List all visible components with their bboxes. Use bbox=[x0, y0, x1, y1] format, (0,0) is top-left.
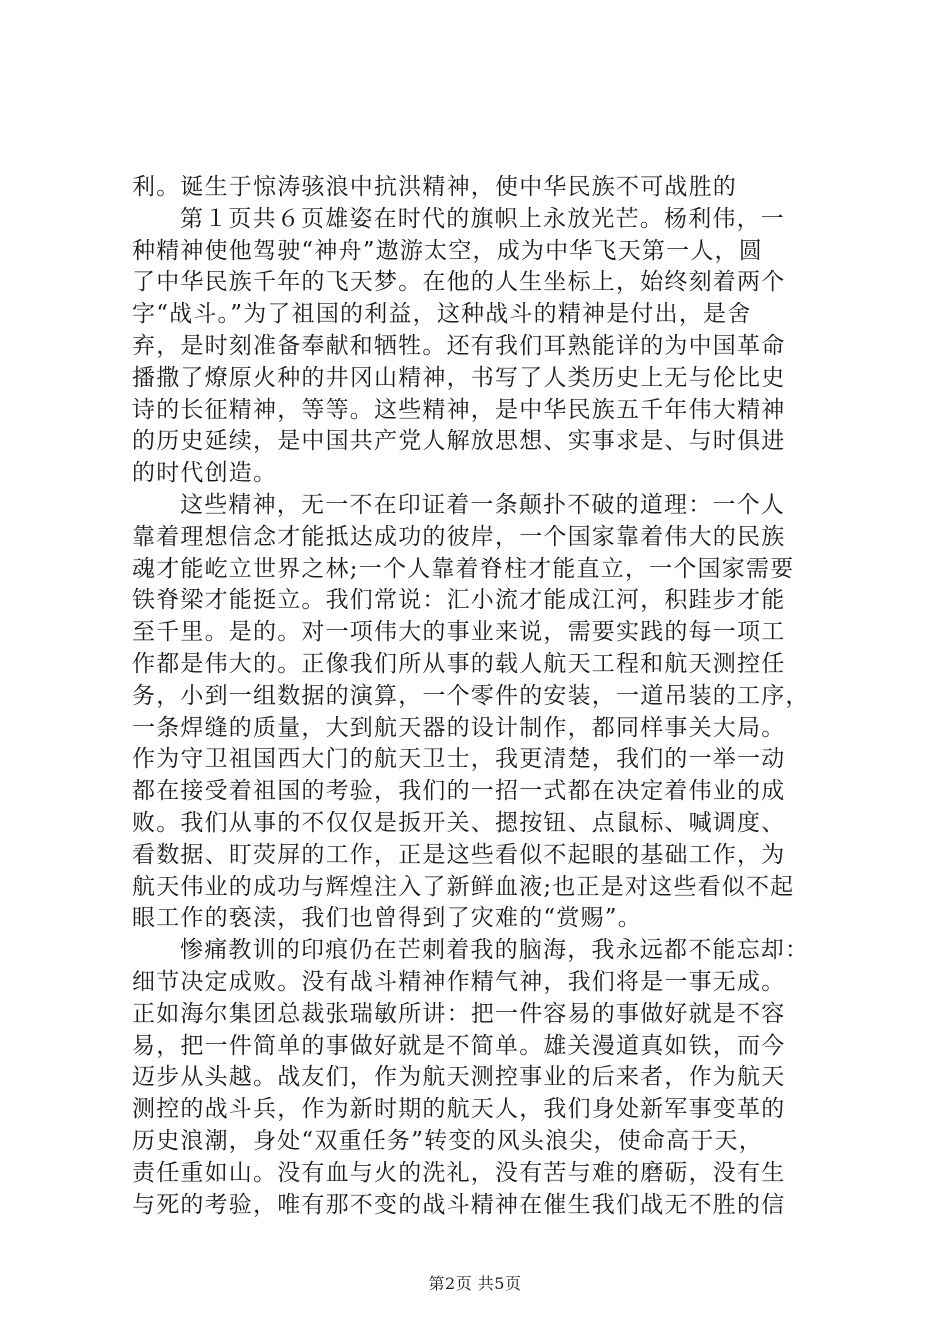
text-line: 这些精神，无一不在印证着一条颠扑不破的道理：一个人 bbox=[180, 491, 785, 518]
text-line: 看数据、盯荧屏的工作，正是这些看似不起眼的基础工作，为 bbox=[132, 841, 786, 868]
text-line: 眼工作的亵渎，我们也曾得到了灾难的“赏赐”。 bbox=[132, 905, 642, 932]
text-line: 责任重如山。没有血与火的洗礼，没有苦与难的磨砺，没有生 bbox=[132, 1159, 786, 1186]
document-body bbox=[132, 172, 832, 1221]
text-line: 弃，是时刻准备奉献和牺牲。还有我们耳熟能详的为中国革命 bbox=[132, 332, 786, 359]
text-line: 都在接受着祖国的考验，我们的一招一式都在决定着伟业的成 bbox=[132, 778, 786, 805]
text-line: 惨痛教训的印痕仍在芒刺着我的脑海，我永远都不能忘却： bbox=[180, 937, 810, 964]
text-line: 诗的长征精神，等等。这些精神，是中华民族五千年伟大精神 bbox=[132, 396, 786, 423]
text-line: 至千里。是的。对一项伟大的事业来说，需要实践的每一项工 bbox=[132, 619, 786, 646]
text-line: 播撒了燎原火种的井冈山精神，书写了人类历史上无与伦比史 bbox=[132, 364, 786, 391]
text-line: 字“战斗。”为了祖国的利益，这种战斗的精神是付出，是舍 bbox=[132, 301, 752, 328]
text-line: 败。我们从事的不仅仅是扳开关、摁按钮、点鼠标、喊调度、 bbox=[132, 809, 786, 836]
text-line: 务，小到一组数据的演算，一个零件的安装，一道吊装的工序， bbox=[132, 682, 810, 709]
text-line: 与死的考验，唯有那不变的战斗精神在催生我们战无不胜的信 bbox=[132, 1191, 786, 1218]
text-line: 的历史延续，是中国共产党人解放思想、实事求是、与时俱进 bbox=[132, 428, 786, 455]
text-line: 正如海尔集团总裁张瑞敏所讲：把一件容易的事做好就是不容 bbox=[132, 1000, 786, 1027]
text-line: 一条焊缝的质量，大到航天器的设计制作，都同样事关大局。 bbox=[132, 714, 786, 741]
text-line: 的时代创造。 bbox=[132, 460, 278, 487]
text-line: 了中华民族千年的飞天梦。在他的人生坐标上，始终刻着两个 bbox=[132, 269, 786, 296]
text-line: 测控的战斗兵，作为新时期的航天人，我们身处新军事变革的 bbox=[132, 1096, 786, 1123]
text-line: 利。诞生于惊涛骇浪中抗洪精神，使中华民族不可战胜的 bbox=[132, 174, 737, 200]
text-line: 靠着理想信念才能抵达成功的彼岸，一个国家靠着伟大的民族 bbox=[132, 523, 786, 550]
text-line: 细节决定成败。没有战斗精神作精气神，我们将是一事无成。 bbox=[132, 968, 786, 995]
text-line: 种精神使他驾驶“神舟”遨游太空，成为中华飞天第一人，圆 bbox=[132, 237, 763, 264]
text-line: 魂才能屹立世界之林;一个人靠着脊柱才能直立，一个国家需要 bbox=[132, 555, 795, 582]
text-line: 作都是伟大的。正像我们所从事的载人航天工程和航天测控任 bbox=[132, 650, 786, 677]
page-footer: 第2页 共5页 bbox=[428, 1274, 522, 1293]
text-line: 作为守卫祖国西大门的航天卫士，我更清楚，我们的一举一动 bbox=[132, 746, 786, 773]
text-line: 航天伟业的成功与辉煌注入了新鲜血液;也正是对这些看似不起 bbox=[132, 873, 795, 900]
text-line: 铁脊梁才能挺立。我们常说：汇小流才能成江河，积跬步才能 bbox=[132, 587, 786, 614]
text-line: 迈步从头越。战友们，作为航天测控事业的后来者，作为航天 bbox=[132, 1064, 786, 1091]
text-line: 第１页共６页雄姿在时代的旗帜上永放光芒。杨利伟，一 bbox=[180, 205, 785, 232]
text-line: 历史浪潮，身处“双重任务”转变的风头浪尖，使命高于天， bbox=[132, 1127, 763, 1154]
text-line: 易，把一件简单的事做好就是不简单。雄关漫道真如铁，而今 bbox=[132, 1032, 786, 1059]
